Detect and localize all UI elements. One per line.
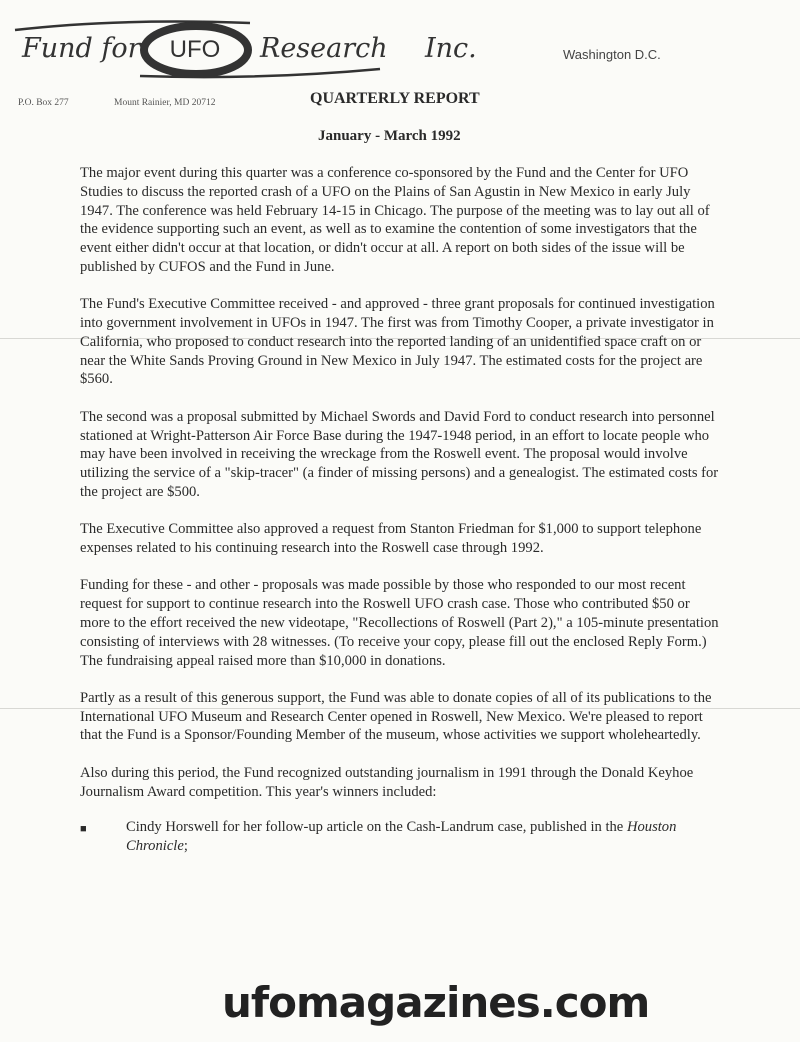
paragraph: Partly as a result of this generous support, the Fund was able to donate copies of all of its publications to the International UFO Museum and Research Center opened in Roswell, New Mexico. We're pleased to report that the Fund is a Sponsor/Founding Member of the museum, whose activities we support wholeheartedly. — [80, 689, 712, 744]
po-box: P.O. Box 277 — [18, 98, 69, 108]
bullet-tail: ; — [183, 837, 188, 854]
list-item — [80, 818, 720, 856]
ufo-logo-text: UFO — [169, 36, 221, 63]
bullet-publication: Houston Chronicle — [126, 818, 677, 854]
bullet-text: Cindy Horswell for her follow-up article on the Cash-Landrum case, published in the — [126, 818, 627, 835]
list-item-text — [126, 818, 720, 856]
report-body — [80, 164, 720, 855]
report-title: QUARTERLY REPORT — [310, 90, 480, 107]
org-name-part2: Research — [260, 33, 388, 64]
paragraph: Also during this period, the Fund recognized outstanding journalism in 1991 through the Donald Keyhoe Journalism Award competition. This year's winners included: — [80, 764, 694, 800]
watermark: ufomagazines.com — [222, 978, 650, 1027]
paragraph: The second was a proposal submitted by Michael Swords and David Ford to conduct research into personnel stationed at Wright-Patterson Air Force Base during the 1947-1948 period, in an effort to locate people who may have been involved in receiving the wreckage from the Roswell event. The proposal would involve utilizing the service of a "skip-tracer" (a finder of missing persons) and a genealogist. The estimated costs for the project are $500. — [80, 408, 719, 500]
paragraph: The Executive Committee also approved a request from Stanton Friedman for $1,000 to support telephone expenses related to his continuing research into the Roswell case through 1992. — [80, 521, 702, 557]
org-name-part1: Fund for — [22, 33, 141, 64]
letterhead — [0, 0, 800, 80]
org-suffix: Inc. — [425, 33, 477, 64]
paragraph: Funding for these - and other - proposals was made possible by those who responded to our most recent request for support to continue research into the Roswell UFO crash case. Those who contributed $50 or more to the effort received the new videotape, "Recollections of Roswell (Part 2)," a 105-minute presentation consisting of interviews with 28 witnesses. (To receive your copy, please fill out the enclosed Reply Form.) The fundraising appeal raised more than $10,000 in donations. — [80, 577, 719, 669]
paragraph: The Fund's Executive Committee received - and approved - three grant proposals for continued investigation into government involvement in UFOs in 1947. The first was from Timothy Cooper, a private investigator in California, who proposed to conduct research into the reported landing of an unidentified space craft on or near the White Sands Proving Ground in New Mexico in July 1947. The estimated costs for the project are $560. — [80, 296, 715, 388]
bullet-square-icon: ■ — [80, 822, 87, 835]
report-period: January - March 1992 — [318, 128, 461, 144]
city: Washington D.C. — [563, 47, 661, 62]
address: Mount Rainier, MD 20712 — [114, 98, 216, 108]
paragraph: The major event during this quarter was a conference co-sponsored by the Fund and the Center for UFO Studies to discuss the reported crash of a UFO on the Plains of San Agustin in New Mexico in early July 1947. The conference was held February 14-15 in Chicago. The purpose of the meeting was to lay out all of the evidence supporting such an event, as well as to examine the contention of some investigators that the event either didn't occur at that location, or didn't occur at all. A report on both sides of the issue will be published by CUFOS and the Fund in June. — [80, 165, 710, 275]
ufo-logo — [140, 22, 250, 78]
